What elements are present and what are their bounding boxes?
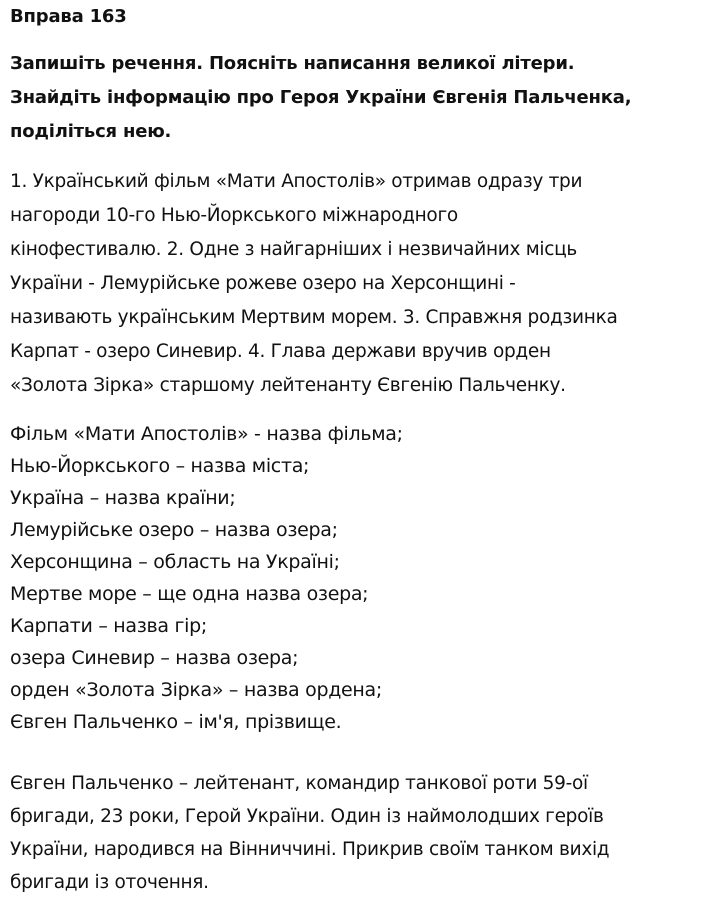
info-line: Євген Пальченко – лейтенант, командир танкової роти 59-ої	[10, 773, 588, 794]
info-line: бригади, 23 роки, Герой України. Один із наймолодших героїв	[10, 806, 604, 827]
list-item: озера Синевир – назва озера;	[10, 647, 299, 669]
text-line: Карпат - озеро Синевир. 4. Глава держави вручив орден	[10, 341, 551, 362]
list-item: Мертве море – ще одна назва озера;	[10, 583, 369, 605]
text-line: називають українським Мертвим морем. 3. Справжня родзинка	[10, 307, 618, 328]
list-item: Україна – назва країни;	[10, 487, 236, 509]
exercise-title: Вправа 163	[10, 6, 127, 27]
task-line: Знайдіть інформацію про Героя України Євгенія Пальченка,	[10, 87, 632, 108]
list-item: Фільм «Мати Апостолів» - назва фільма;	[10, 423, 403, 445]
list-item: Нью-Йоркського – назва міста;	[10, 455, 310, 477]
task-line: Запишіть речення. Поясніть написання великої літери.	[10, 53, 575, 74]
list-item: Лемурійське озеро – назва озера;	[10, 519, 338, 541]
text-line: України - Лемурійське рожеве озеро на Херсонщині -	[10, 273, 516, 294]
text-line: 1. Український фільм «Мати Апостолів» отримав одразу три	[10, 171, 583, 192]
list-item: Херсонщина – область на Україні;	[10, 551, 340, 573]
text-line: кінофестивалю. 2. Одне з найгарніших і незвичайних місць	[10, 239, 577, 260]
info-line: бригади із оточення.	[10, 872, 209, 893]
text-line: «Золота Зірка» старшому лейтенанту Євгенію Пальченку.	[10, 375, 566, 396]
list-item: орден «Золота Зірка» – назва ордена;	[10, 679, 382, 701]
info-line: України, народився на Вінниччині. Прикрив своїм танком вихід	[10, 839, 610, 860]
task-line: поділіться нею.	[10, 121, 172, 142]
text-line: нагороди 10-го Нью-Йоркського міжнародного	[10, 205, 458, 226]
list-item: Карпати – назва гір;	[10, 615, 208, 637]
list-item: Євген Пальченко – ім'я, прізвище.	[10, 711, 342, 733]
